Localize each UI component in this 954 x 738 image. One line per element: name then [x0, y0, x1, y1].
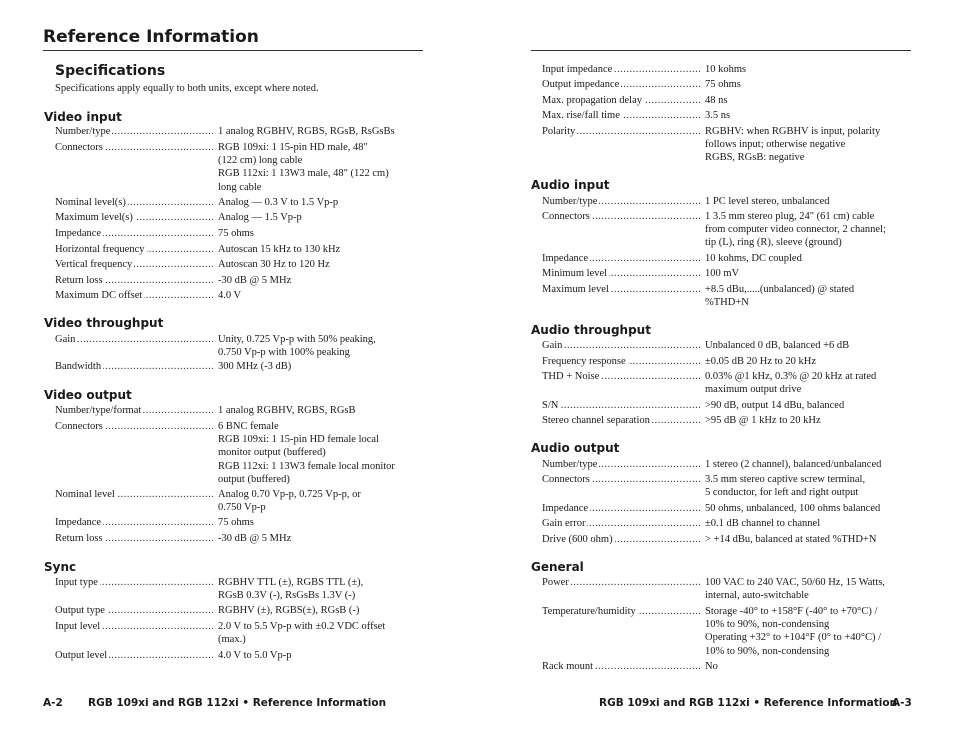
- spec-value-line: >95 dB @ 1 kHz to 20 kHz: [705, 415, 821, 426]
- spec-value-line: (max.): [218, 634, 246, 646]
- section-heading: Video input: [44, 110, 122, 124]
- spec-label: [542, 605, 700, 618]
- spec-label: [542, 458, 700, 471]
- spec-value-line: No: [705, 661, 718, 672]
- spec-label-text: Rack mount: [542, 661, 594, 672]
- spec-label-text: Connectors: [542, 474, 590, 485]
- spec-value-line: RGB 109xi: 1 15-pin HD male, 48": [218, 142, 368, 153]
- spec-label-text: Connectors: [55, 142, 103, 153]
- spec-value: [705, 576, 905, 602]
- spec-value-line: 10% to 90%, non-condensing: [705, 619, 830, 631]
- spec-value: [705, 370, 905, 396]
- spec-value-line: monitor output (buffered): [218, 447, 326, 459]
- section-heading: General: [531, 560, 584, 574]
- spec-label: [542, 502, 700, 515]
- spec-label-text: Number/type: [542, 196, 598, 207]
- spec-value-line: -30 dB @ 5 MHz: [218, 275, 292, 286]
- spec-value: [218, 141, 418, 194]
- section-heading: Video throughput: [44, 316, 164, 330]
- spec-label: [542, 252, 700, 265]
- spec-value: [218, 488, 418, 514]
- spec-value-line: 1 PC level stereo, unbalanced: [705, 196, 830, 207]
- spec-value-line: 75 ohms: [705, 79, 741, 90]
- spec-value: [705, 210, 905, 250]
- spec-label-text: Nominal level(s): [55, 197, 126, 208]
- spec-label: [542, 210, 700, 223]
- spec-label-text: Input impedance: [542, 64, 613, 75]
- spec-label: [542, 63, 700, 76]
- spec-value-line: 1 analog RGBHV, RGBS, RGsB: [218, 405, 356, 416]
- spec-value: [705, 195, 905, 208]
- spec-value: [705, 94, 905, 107]
- spec-value: [705, 660, 905, 673]
- spec-value: [705, 252, 905, 265]
- section-heading: Sync: [44, 560, 77, 574]
- spec-label-text: Stereo channel separation: [542, 415, 650, 426]
- spec-label: [542, 339, 700, 352]
- spec-label: [55, 227, 213, 240]
- spec-value-line: 10 kohms, DC coupled: [705, 253, 802, 264]
- page-title: Reference Information: [43, 27, 259, 47]
- spec-value-line: 0.750 Vp-p with 100% peaking: [218, 347, 350, 359]
- spec-value-line: +8.5 dBu,.....(unbalanced) @ stated: [705, 284, 855, 295]
- spec-label: [542, 399, 700, 412]
- spec-value: [218, 404, 418, 417]
- spec-value-line: 0.03% @1 kHz, 0.3% @ 20 kHz at rated: [705, 371, 877, 382]
- spec-value-line: 4.0 V: [218, 290, 242, 301]
- spec-value: [705, 502, 905, 515]
- spec-label-text: Number/type: [55, 126, 111, 137]
- spec-label: [542, 660, 700, 673]
- spec-label: [542, 414, 700, 427]
- spec-label: [55, 649, 213, 662]
- spec-value: [218, 532, 418, 545]
- spec-label: [55, 516, 213, 529]
- spec-value: [218, 516, 418, 529]
- section-heading: Audio output: [531, 441, 620, 455]
- spec-value-line: RGBHV TTL (±), RGBS TTL (±),: [218, 577, 364, 588]
- spec-label: [55, 488, 213, 501]
- spec-label: [55, 258, 213, 271]
- spec-value: [218, 604, 418, 617]
- spec-value-line: RGBS, RGsB: negative: [705, 152, 805, 164]
- spec-label: [55, 532, 213, 545]
- spec-value: [705, 63, 905, 76]
- spec-value-line: 1 analog RGBHV, RGBS, RGsB, RsGsBs: [218, 126, 395, 137]
- spec-value: [705, 78, 905, 91]
- spec-label: [542, 517, 700, 530]
- spec-label-text: Max. rise/fall time: [542, 110, 620, 121]
- spec-value: [705, 458, 905, 471]
- spec-value-line: Storage -40° to +158°F (-40° to +70°C) /: [705, 606, 878, 617]
- spec-value: [218, 360, 418, 373]
- spec-label: [542, 125, 700, 138]
- spec-value-line: Unity, 0.725 Vp-p with 50% peaking,: [218, 334, 376, 345]
- spec-value-line: ±0.1 dB channel to channel: [705, 518, 821, 529]
- spec-value: [705, 283, 905, 309]
- spec-label-text: Impedance: [542, 503, 589, 514]
- spec-label-text: Output impedance: [542, 79, 620, 90]
- spec-label: [55, 404, 213, 417]
- spec-value-line: RGB 112xi: 1 13W3 female local monitor: [218, 460, 395, 472]
- spec-value-line: 5 conductor, for left and right output: [705, 487, 859, 499]
- spec-label: [55, 211, 213, 224]
- spec-label-text: Return loss: [55, 275, 103, 286]
- footer-text: RGB 109xi and RGB 112xi • Reference Information: [599, 697, 898, 709]
- spec-value: [705, 605, 905, 658]
- spec-value: [705, 109, 905, 122]
- spec-value-line: 0.750 Vp-p: [218, 502, 266, 514]
- spec-label-text: THD + Noise: [542, 371, 600, 382]
- spec-label-text: Frequency response: [542, 356, 626, 367]
- spec-value-line: >90 dB, output 14 dBu, balanced: [705, 400, 845, 411]
- spec-value-line: from computer video connector, 2 channel;: [705, 224, 886, 236]
- spec-value: [705, 339, 905, 352]
- spec-label-text: Gain: [55, 334, 76, 345]
- spec-value-line: RGB 112xi: 1 13W3 male, 48" (122 cm): [218, 168, 389, 180]
- spec-value-line: 4.0 V to 5.0 Vp-p: [218, 650, 292, 661]
- spec-value: [218, 420, 418, 486]
- spec-value: [705, 414, 905, 427]
- spec-label: [542, 533, 700, 546]
- spec-value: [218, 649, 418, 662]
- spec-value-line: 1 stereo (2 channel), balanced/unbalanced: [705, 459, 882, 470]
- spec-value-line: long cable: [218, 181, 262, 193]
- spec-label: [55, 333, 213, 346]
- specifications-heading: Specifications: [55, 63, 166, 79]
- spec-label-text: S/N: [542, 400, 559, 411]
- spec-value-line: 3.5 mm stereo captive screw terminal,: [705, 474, 866, 485]
- spec-value-line: 1 3.5 mm stereo plug, 24" (61 cm) cable: [705, 211, 875, 222]
- spec-label-text: Connectors: [55, 421, 103, 432]
- right-page: [477, 0, 954, 738]
- spec-label-text: Horizontal frequency: [55, 244, 145, 255]
- spec-label: [55, 604, 213, 617]
- spec-label-text: Temperature/humidity: [542, 606, 636, 617]
- spec-value: [705, 517, 905, 530]
- spec-value: [218, 227, 418, 240]
- spec-value-line: -30 dB @ 5 MHz: [218, 533, 292, 544]
- spec-label: [55, 125, 213, 138]
- spec-label: [542, 195, 700, 208]
- page-number: A-3: [892, 697, 912, 709]
- spec-label: [55, 620, 213, 633]
- spec-label-text: Bandwidth: [55, 361, 102, 372]
- page-number: A-2: [43, 697, 63, 709]
- spec-value-line: Operating +32° to +104°F (0° to +40°C) /: [705, 632, 882, 644]
- spec-value: [218, 289, 418, 302]
- spec-label-text: Return loss: [55, 533, 103, 544]
- spec-value-line: 75 ohms: [218, 228, 254, 239]
- spec-label: [55, 243, 213, 256]
- spec-value: [705, 473, 905, 499]
- footer-text: RGB 109xi and RGB 112xi • Reference Information: [88, 697, 387, 709]
- section-heading: Video output: [44, 388, 132, 402]
- spec-label-text: Number/type/format: [55, 405, 142, 416]
- spec-value-line: tip (L), ring (R), sleeve (ground): [705, 237, 842, 249]
- spec-value-line: ±0.05 dB 20 Hz to 20 kHz: [705, 356, 817, 367]
- spec-value: [218, 274, 418, 287]
- spec-label: [55, 576, 213, 589]
- spec-label-text: Impedance: [55, 517, 102, 528]
- spec-value-line: 10% to 90%, non-condensing: [705, 645, 830, 657]
- spec-value: [218, 620, 418, 646]
- spec-value-line: follows input; otherwise negative: [705, 139, 846, 151]
- spec-label: [542, 78, 700, 91]
- spec-label: [55, 141, 213, 154]
- spec-label: [542, 283, 700, 296]
- spec-label: [542, 355, 700, 368]
- spec-label-text: Input level: [55, 621, 101, 632]
- specifications-subtitle: Specifications apply equally to both units, except where noted.: [55, 83, 319, 94]
- spec-value-line: Analog — 1.5 Vp-p: [218, 212, 302, 223]
- spec-value-line: 2.0 V to 5.5 Vp-p with ±0.2 VDC offset: [218, 621, 386, 632]
- spec-label-text: Input type: [55, 577, 98, 588]
- spec-label: [55, 289, 213, 302]
- spec-value: [218, 333, 418, 359]
- spec-label: [55, 196, 213, 209]
- spec-value-line: %THD+N: [705, 297, 749, 309]
- spec-label: [542, 370, 700, 383]
- spec-label-text: Output level: [55, 650, 108, 661]
- title-rule: [43, 50, 423, 51]
- spec-label-text: Connectors: [542, 211, 590, 222]
- spec-value-line: RGBHV: when RGBHV is input, polarity: [705, 126, 881, 137]
- spec-value-line: Analog — 0.3 V to 1.5 Vp-p: [218, 197, 339, 208]
- top-rule: [531, 50, 911, 51]
- spec-value: [705, 355, 905, 368]
- spec-value: [218, 258, 418, 271]
- spec-value-line: 10 kohms: [705, 64, 747, 75]
- spec-value-line: internal, auto-switchable: [705, 590, 809, 602]
- spec-value: [218, 125, 418, 138]
- section-heading: Audio throughput: [531, 323, 651, 337]
- spec-value-line: > +14 dBu, balanced at stated %THD+N: [705, 534, 877, 545]
- spec-label-text: Max. propagation delay: [542, 95, 643, 106]
- spec-label-text: Polarity: [542, 126, 576, 137]
- spec-value-line: 75 ohms: [218, 517, 254, 528]
- spec-label-text: Output type: [55, 605, 105, 616]
- spec-label-text: Vertical frequency: [55, 259, 133, 270]
- spec-value-line: maximum output drive: [705, 384, 802, 396]
- spec-label: [542, 576, 700, 589]
- spec-value: [218, 196, 418, 209]
- spec-label-text: Gain: [542, 340, 563, 351]
- spec-label: [542, 94, 700, 107]
- spec-value-line: 100 mV: [705, 268, 740, 279]
- spec-value-line: RGBHV (±), RGBS(±), RGsB (-): [218, 605, 360, 616]
- spec-value-line: 50 ohms, unbalanced, 100 ohms balanced: [705, 503, 881, 514]
- spec-value-line: RGB 109xi: 1 15-pin HD female local: [218, 434, 379, 446]
- spec-value-line: (122 cm) long cable: [218, 155, 303, 167]
- spec-value-line: Analog 0.70 Vp-p, 0.725 Vp-p, or: [218, 489, 361, 500]
- spec-value-line: Unbalanced 0 dB, balanced +6 dB: [705, 340, 850, 351]
- spec-label-text: Maximum DC offset: [55, 290, 143, 301]
- spec-value: [218, 576, 418, 602]
- spec-label-text: Gain error: [542, 518, 586, 529]
- spec-value-line: 3.5 ns: [705, 110, 731, 121]
- spec-value: [705, 125, 905, 165]
- spec-label-text: Nominal level: [55, 489, 115, 500]
- spec-label-text: Drive (600 ohm): [542, 534, 613, 545]
- spec-value-line: 100 VAC to 240 VAC, 50/60 Hz, 15 Watts,: [705, 577, 885, 588]
- spec-value: [705, 267, 905, 280]
- section-heading: Audio input: [531, 178, 610, 192]
- spec-label-text: Maximum level(s): [55, 212, 133, 223]
- spec-label: [542, 473, 700, 486]
- spec-value-line: 6 BNC female: [218, 421, 279, 432]
- spec-value-line: RGsB 0.3V (-), RsGsBs 1.3V (-): [218, 590, 356, 602]
- spec-label: [55, 274, 213, 287]
- spec-value: [705, 533, 905, 546]
- spec-value-line: Autoscan 15 kHz to 130 kHz: [218, 244, 341, 255]
- spec-label-text: Impedance: [55, 228, 102, 239]
- spec-label-text: Minimum level: [542, 268, 608, 279]
- spec-value-line: 300 MHz (-3 dB): [218, 361, 292, 372]
- spec-value: [705, 399, 905, 412]
- spec-label-text: Power: [542, 577, 569, 588]
- spec-label: [542, 109, 700, 122]
- spec-label-text: Number/type: [542, 459, 598, 470]
- spec-label-text: Impedance: [542, 253, 589, 264]
- spec-value: [218, 243, 418, 256]
- spec-value-line: Autoscan 30 Hz to 120 Hz: [218, 259, 330, 270]
- spec-label: [542, 267, 700, 280]
- spec-value-line: output (buffered): [218, 473, 290, 485]
- spec-label-text: Maximum level: [542, 284, 609, 295]
- spec-label: [55, 420, 213, 433]
- spec-value-line: 48 ns: [705, 95, 728, 106]
- spec-label: [55, 360, 213, 373]
- spec-value: [218, 211, 418, 224]
